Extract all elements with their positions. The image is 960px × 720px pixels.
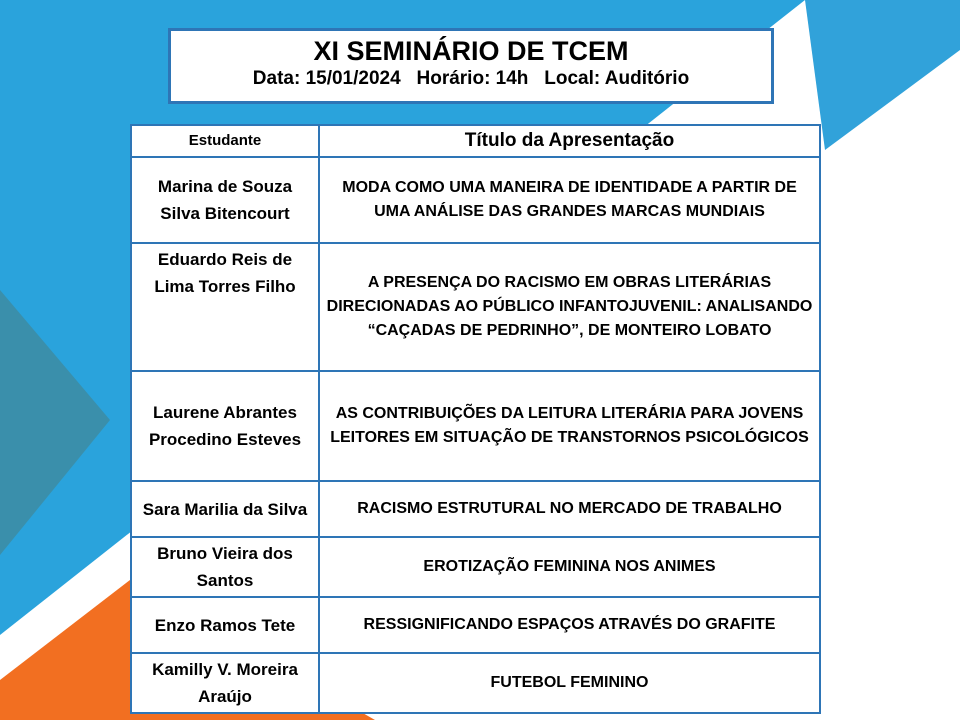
student-name: Marina de Souza Silva Bitencourt <box>131 157 319 243</box>
table-row <box>131 537 820 597</box>
table-row <box>131 243 820 371</box>
student-name: Kamilly V. Moreira Araújo <box>131 653 319 713</box>
table-row <box>131 653 820 713</box>
table-row <box>131 371 820 481</box>
page-title: XI SEMINÁRIO DE TCEM <box>313 36 629 66</box>
header-student: Estudante <box>131 125 319 157</box>
student-name: Enzo Ramos Tete <box>131 597 319 653</box>
table-row <box>131 597 820 653</box>
presentation-title: EROTIZAÇÃO FEMININA NOS ANIMES <box>319 537 820 597</box>
presentation-title: MODA COMO UMA MANEIRA DE IDENTIDADE A PARTIR DE UMA ANÁLISE DAS GRANDES MARCAS MUNDIAIS <box>319 157 820 243</box>
student-name: Eduardo Reis de Lima Torres Filho <box>131 243 319 371</box>
bg-light-blue-corner <box>805 0 960 150</box>
title-box <box>168 28 774 104</box>
student-name: Bruno Vieira dos Santos <box>131 537 319 597</box>
presentation-title: FUTEBOL FEMININO <box>319 653 820 713</box>
presentation-title: A PRESENÇA DO RACISMO EM OBRAS LITERÁRIAS DIRECIONADAS AO PÚBLICO INFANTOJUVENIL: ANALISANDO “CAÇADAS DE PEDRINHO”, DE MONTEIRO LOBATO <box>319 243 820 371</box>
schedule-table <box>130 124 821 714</box>
table-row <box>131 157 820 243</box>
header-title: Título da Apresentação <box>319 125 820 157</box>
table-header-row <box>131 125 820 157</box>
presentation-title: RESSIGNIFICANDO ESPAÇOS ATRAVÉS DO GRAFITE <box>319 597 820 653</box>
student-name: Sara Marilia da Silva <box>131 481 319 537</box>
event-details: Data: 15/01/2024 Horário: 14h Local: Auditório <box>252 68 690 89</box>
presentation-title: RACISMO ESTRUTURAL NO MERCADO DE TRABALHO <box>319 481 820 537</box>
presentation-title: AS CONTRIBUIÇÕES DA LEITURA LITERÁRIA PARA JOVENS LEITORES EM SITUAÇÃO DE TRANSTORNOS PSICOLÓGICOS <box>319 371 820 481</box>
table-row <box>131 481 820 537</box>
student-name: Laurene Abrantes Procedino Esteves <box>131 371 319 481</box>
